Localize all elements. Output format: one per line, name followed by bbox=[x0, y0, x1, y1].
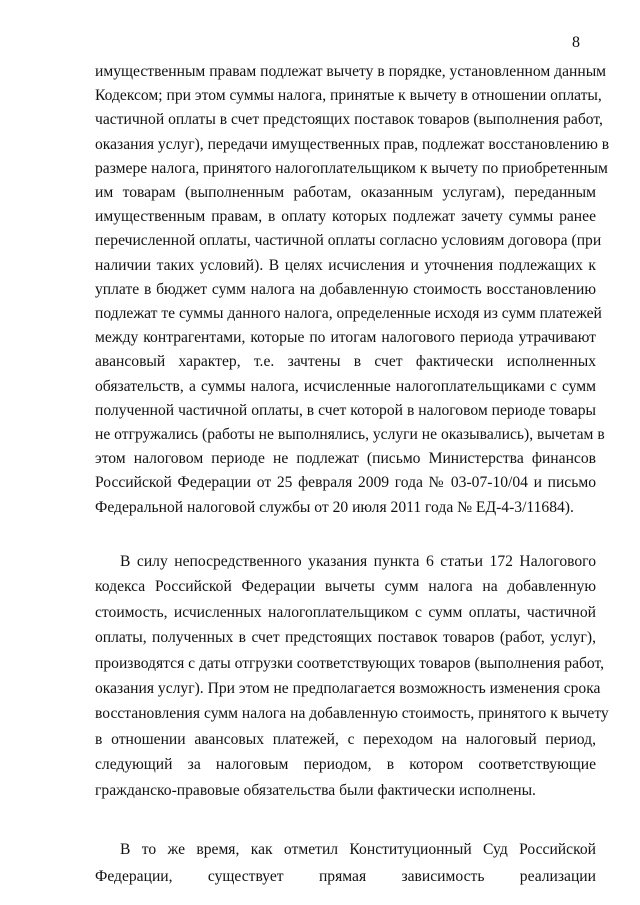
text-line: наличии таких условий). В целях исчисления и уточнения подлежащих к bbox=[95, 256, 596, 274]
text-line: полученной частичной оплаты, в счет которой в налоговом периоде товары bbox=[95, 401, 596, 419]
text-line: В силу непосредственного указания пункта 6 статьи 172 Налогового bbox=[120, 553, 596, 570]
text-line: следующий за налоговым периодом, в котором соответствующие bbox=[95, 756, 596, 774]
text-line: кодекса Российской Федерации вычеты сумм налога на добавленную bbox=[95, 578, 596, 596]
text-line: гражданско-правовые обязательства были фактически исполнены. bbox=[95, 781, 536, 799]
text-line: им товарам (выполненным работам, оказанным услугам), переданным bbox=[95, 184, 596, 201]
text-line: частичной оплаты в счет предстоящих поставок товаров (выполнения работ, bbox=[95, 111, 603, 129]
text-line: этом налоговом периоде не подлежат (письмо Министерства финансов bbox=[95, 450, 596, 468]
text-line: перечисленной оплаты, частичной оплаты согласно условиям договора (при bbox=[95, 232, 602, 250]
text-line: имущественным правам подлежат вычету в порядке, установленном данным bbox=[95, 63, 607, 80]
text-line: между контрагентами, которые по итогам налогового периода утрачивают bbox=[95, 329, 596, 347]
text-line: стоимость, исчисленных налогоплательщиком с сумм оплаты, частичной bbox=[95, 603, 596, 621]
text-line: в отношении авансовых платежей, с переходом на налоговый период, bbox=[95, 730, 596, 748]
text-line: оказания услуг). При этом не предполагается возможность изменения срока bbox=[95, 680, 601, 697]
text-line: уплате в бюджет сумм налога на добавленную стоимость восстановлению bbox=[95, 280, 596, 298]
text-line: оплаты, полученных в счет предстоящих поставок товаров (работ, услуг), bbox=[95, 629, 596, 647]
text-line: Федерации, существует прямая зависимость реализации bbox=[95, 868, 596, 885]
page-number: 8 bbox=[572, 34, 580, 51]
text-line: имущественным правам, в оплату которых подлежат зачету суммы ранее bbox=[95, 208, 596, 226]
text-line: обязательств, а суммы налога, исчисленные налогоплательщиками с сумм bbox=[95, 377, 596, 395]
text-line: размере налога, принятого налогоплательщиком к вычету по приобретенным bbox=[95, 159, 608, 177]
text-line: производятся с даты отгрузки соответствующих товаров (выполнения работ, bbox=[95, 654, 605, 672]
text-line: Кодексом; при этом суммы налога, принятые к вычету в отношении оплаты, bbox=[95, 87, 602, 105]
text-line: подлежат те суммы данного налога, определенные исходя из сумм платежей bbox=[95, 305, 602, 322]
text-line: восстановления сумм налога на добавленную стоимость, принятого к вычету bbox=[95, 705, 609, 723]
text-line: авансовый характер, т.е. зачтены в счет фактически исполненных bbox=[95, 353, 596, 371]
text-line: Федеральной налоговой службы от 20 июля 2011 года № ЕД-4-3/11684). bbox=[95, 498, 574, 516]
text-line: Российской Федерации от 25 февраля 2009 года № 03-07-10/04 и письмо bbox=[95, 474, 596, 492]
text-line: оказания услуг), передачи имущественных прав, подлежат восстановлению в bbox=[95, 135, 610, 153]
text-line: В то же время, как отметил Конституционный Суд Российской bbox=[120, 841, 596, 858]
text-line: не отгружались (работы не выполнялись, услуги не оказывались), вычетам в bbox=[95, 426, 605, 443]
